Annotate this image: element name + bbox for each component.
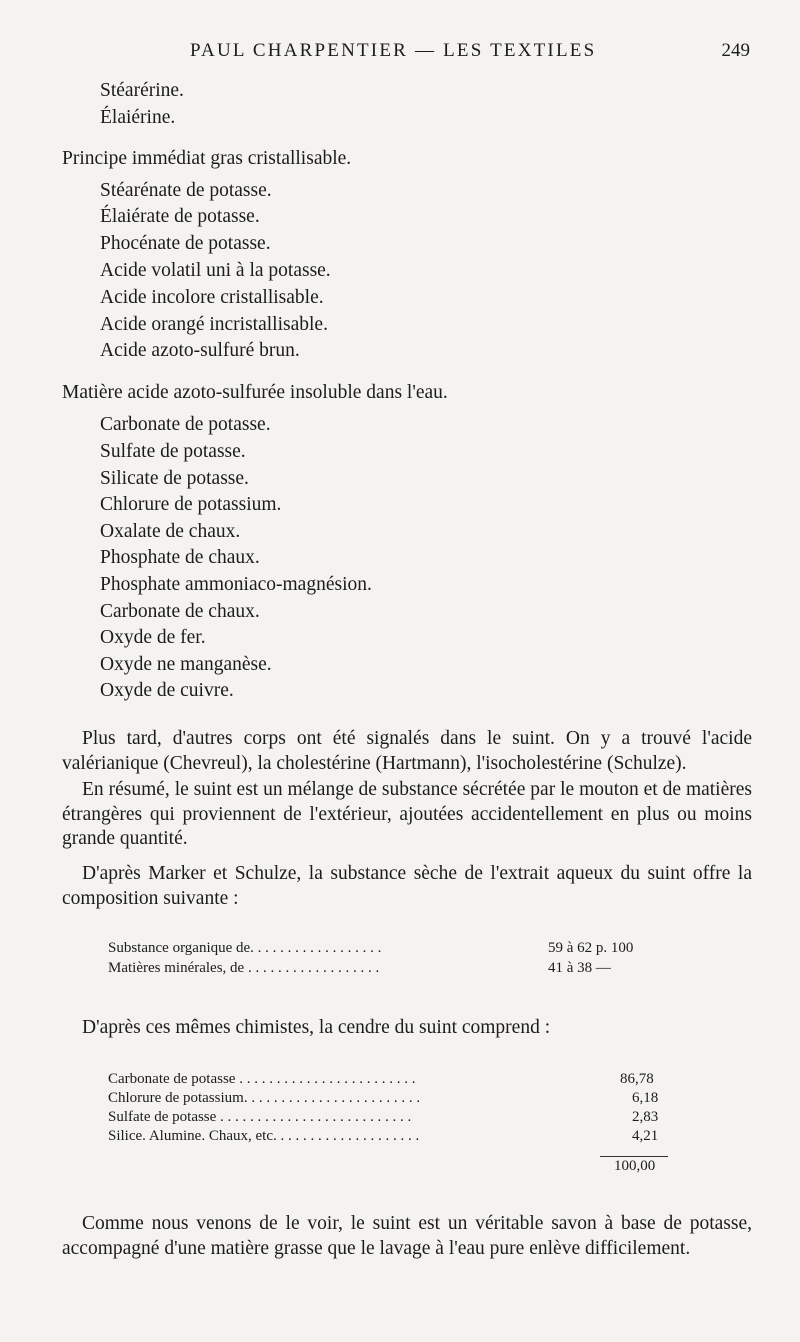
list-item: Acide incolore cristallisable. xyxy=(100,287,324,308)
list-item: Stéarérine. xyxy=(100,80,184,101)
list-item: Acide azoto-sulfuré brun. xyxy=(100,340,300,361)
running-header xyxy=(190,40,750,62)
table-value: 41 à 38 — xyxy=(548,960,611,976)
paragraph-text: Comme nous venons de le voir, le suint est un véritable savon à base de potasse, accompagné d'une matière grasse que le lavage à l'eau pure enlève difficilement. xyxy=(62,1213,752,1259)
list-item: Oxyde de cuivre. xyxy=(100,680,234,701)
list-item: Sulfate de potasse. xyxy=(100,441,246,462)
list-item: Carbonate de chaux. xyxy=(100,601,260,622)
table-value: 59 à 62 p. 100 xyxy=(548,940,634,956)
paragraph xyxy=(62,1212,752,1261)
paragraph xyxy=(62,862,752,911)
section-heading: Matière acide azoto-sulfurée insoluble dans l'eau. xyxy=(62,382,448,403)
paragraph-text: D'après ces mêmes chimistes, la cendre du suint comprend : xyxy=(82,1017,551,1038)
section-heading: Principe immédiat gras cristallisable. xyxy=(62,148,352,169)
list-item: Acide volatil uni à la potasse. xyxy=(100,260,331,281)
table-total: 100,00 xyxy=(614,1158,656,1174)
list-item: Silicate de potasse. xyxy=(100,468,249,489)
table-label: Matières minérales, de . . . . . . . . . . . . . . . . . . xyxy=(108,960,380,976)
page-number: 249 xyxy=(721,40,750,61)
list-item: Oxyde de fer. xyxy=(100,627,206,648)
list-item: Phocénate de potasse. xyxy=(100,233,271,254)
table-label: Carbonate de potasse . . . . . . . . . . . . . . . . . . . . . . . . xyxy=(108,1071,416,1087)
table-label: Silice. Alumine. Chaux, etc. . . . . . . . . . . . . . . . . . . . xyxy=(108,1128,420,1144)
table-value: 2,83 xyxy=(632,1109,659,1125)
list-item: Acide orangé incristallisable. xyxy=(100,314,328,335)
list-item: Élaiérine. xyxy=(100,107,176,128)
list-item: Phosphate ammoniaco-magnésion. xyxy=(100,574,372,595)
paragraph-text: Plus tard, d'autres corps ont été signalés dans le suint. On y a trouvé l'acide valérianique (Chevreul), la cholestérine (Hartmann), l'isocholestérine (Schulze). xyxy=(62,728,752,774)
list-item: Oxyde ne manganèse. xyxy=(100,654,272,675)
sum-rule xyxy=(600,1156,668,1157)
table-label: Sulfate de potasse . . . . . . . . . . . . . . . . . . . . . . . . . . xyxy=(108,1109,412,1125)
list-item: Phosphate de chaux. xyxy=(100,547,260,568)
list-item: Stéarénate de potasse. xyxy=(100,180,272,201)
list-item: Carbonate de potasse. xyxy=(100,414,271,435)
list-item: Oxalate de chaux. xyxy=(100,521,241,542)
paragraph xyxy=(62,1016,752,1041)
table-value: 6,18 xyxy=(632,1090,659,1106)
table-value: 86,78 xyxy=(620,1071,654,1087)
table-label: Chlorure de potassium. . . . . . . . . . . . . . . . . . . . . . . . xyxy=(108,1090,421,1106)
table-value: 4,21 xyxy=(632,1128,659,1144)
running-title: PAUL CHARPENTIER — LES TEXTILES xyxy=(190,40,597,61)
list-item: Élaiérate de potasse. xyxy=(100,206,260,227)
paragraph-text: En résumé, le suint est un mélange de substance sécrétée par le mouton et de matières étrangères qui proviennent de l'extérieur, ajoutées accidentellement en plus ou moins grande quantité. xyxy=(62,779,752,849)
paragraph xyxy=(62,778,752,852)
list-item: Chlorure de potassium. xyxy=(100,494,282,515)
paragraph-text: D'après Marker et Schulze, la substance sèche de l'extrait aqueux du suint offre la composition suivante : xyxy=(62,863,752,909)
table-label: Substance organique de. . . . . . . . . . . . . . . . . . xyxy=(108,940,382,956)
paragraph xyxy=(62,727,752,776)
